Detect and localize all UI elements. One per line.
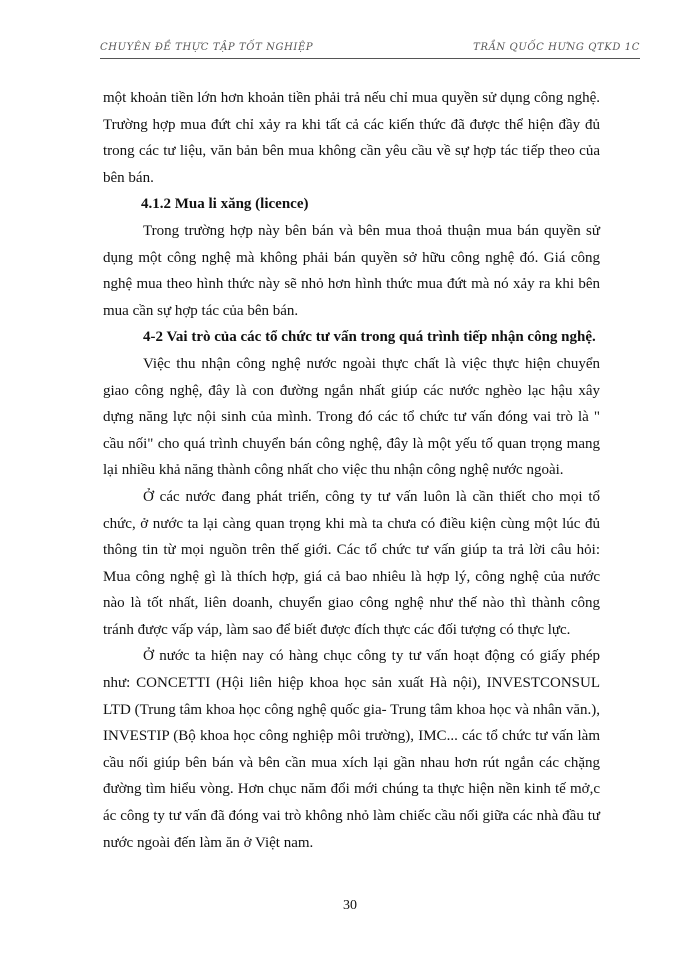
paragraph-technology-transfer: Việc thu nhận công nghệ nước ngoài thực chất là việc thực hiện chuyển giao công nghệ, đây là con đường ngắn nhất giúp các nước nghèo lạc hậu xây dựng năng lực nội sinh của mình. Trong đó các tổ chức tư vấn đóng vai trò là " cầu nối" cho quá trình chuyển bán công nghệ, đây là một yếu tố quan trọng mang lại nhiều khả năng thành công nhất cho việc thu nhận công nghệ nước ngoài.	[103, 355, 600, 479]
paragraph-licence: Trong trường hợp này bên bán và bên mua thoả thuận mua bán quyền sử dụng một công nghệ mà không phải bán quyền sở hữu công nghệ đó. Giá công nghệ mua theo hình thức này sẽ nhỏ hơn hình thức mua đứt mà nó xảy ra khi bên mua cần sự hợp tác của bên bán.	[103, 222, 600, 319]
paragraph-consulting-companies: Ở nước ta hiện nay có hàng chục công ty tư vấn hoạt động có giấy phép như: CONCETTI (Hội liên hiệp khoa học sản xuất Hà nội), INVESTCONSUL LTD (Trung tâm khoa học công nghệ quốc gia- Trung tâm khoa học và nhân văn.), INVESTIP (Bộ khoa học công nghiệp môi trường), IMC... các tổ chức tư vấn làm cầu nối giúp bên bán và bên cần mua xích lại gần nhau hơn rút ngắn các chặng đường tìm hiểu vòng. Hơn chục năm đổi mới chúng ta thực hiện nền kinh tế mở,c ác công ty tư vấn đã đóng vai trò không nhỏ làm chiếc cầu nối giữa các nhà đầu tư nước ngoài đến làm ăn ở Việt nam.	[103, 648, 600, 851]
page-number: 30	[343, 898, 357, 913]
header-right-text: TRẦN QUỐC HƯNG QTKD 1C	[473, 42, 640, 53]
document-body	[103, 85, 600, 856]
section-heading-4-1-2: 4.1.2 Mua li xăng (licence)	[141, 196, 309, 213]
header-left-text: CHUYÊN ĐỀ THỰC TẬP TỐT NGHIỆP	[100, 42, 314, 53]
paragraph-developing-countries: Ở các nước đang phát triển, công ty tư vấn luôn là cần thiết cho mọi tổ chức, ở nước ta lại càng quan trọng khi mà ta chưa có điều kiện cùng một lúc đủ thông tin từ mọi nguồn trên thế giới. Các tổ chức tư vấn giúp ta trả lời câu hỏi: Mua công nghệ gì là thích hợp, giá cả bao nhiêu là hợp lý, công nghệ của nước nào là tốt nhất, liên doanh, chuyển giao công nghệ như thế nào thì thành công tránh được vấp váp, làm sao để biết được đích thực các đối tượng có thực lực.	[103, 488, 600, 638]
paragraph-continuation: một khoản tiền lớn hơn khoản tiền phải trả nếu chỉ mua quyền sử dụng công nghệ. Trường hợp mua đứt chỉ xảy ra khi tất cả các kiến thức đã được thể hiện đầy đủ trong các tư liệu, văn bản bên mua không cần yêu cầu về sự hợp tác tiếp theo của bên bán.	[103, 90, 600, 186]
section-heading-4-2: 4-2 Vai trò của các tổ chức tư vấn trong quá trình tiếp nhận công nghệ.	[143, 329, 596, 346]
header-rule	[100, 58, 640, 59]
page-header	[100, 38, 640, 60]
